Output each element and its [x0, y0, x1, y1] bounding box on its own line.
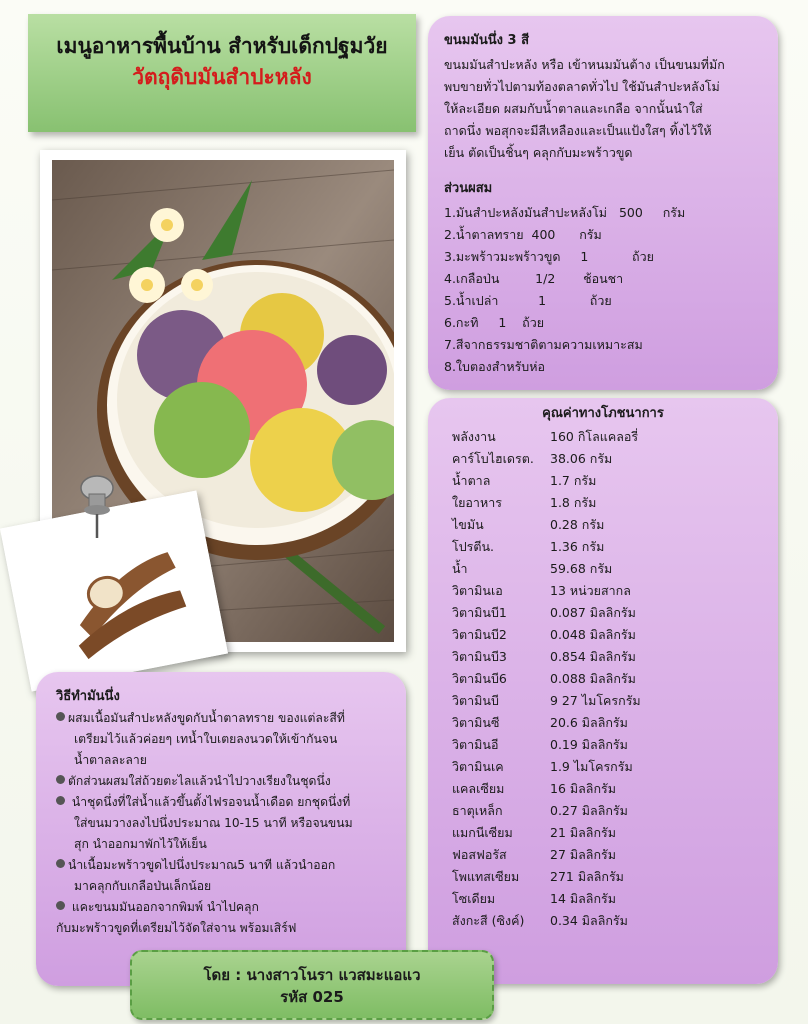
nutrition-row: [452, 756, 754, 778]
nutrient-name: ธาตุเหล็ก: [452, 803, 503, 818]
ingredient-item: 3.มะพร้าวมะพร้าวขูด 1 ถ้วย: [444, 249, 654, 264]
author-banner: [130, 950, 494, 1020]
author-id: รหัส 025: [280, 988, 344, 1006]
nutrition-row: [452, 426, 754, 448]
nutrition-row: [452, 470, 754, 492]
ingredient-item: 5.น้ำเปล่า 1 ถ้วย: [444, 293, 612, 308]
bullet-icon: [56, 859, 65, 868]
method-step: [56, 855, 392, 897]
method-step: [56, 897, 392, 939]
bullet-icon: [56, 901, 65, 910]
nutrient-name: วิตามินบี: [452, 693, 499, 708]
ingredient-item: 8.ใบตองสำหรับห่อ: [444, 359, 545, 374]
nutrition-row: [452, 492, 754, 514]
nutrition-row: [452, 536, 754, 558]
nutrient-value: 21 มิลลิกรัม: [550, 825, 616, 840]
nutrient-value: 13 หน่วยสากล: [550, 583, 631, 598]
title-banner: [28, 14, 416, 132]
nutrition-row: [452, 800, 754, 822]
method-step-text: มาคลุกกับเกลือป่นเล็กน้อย: [74, 879, 212, 893]
bullet-icon: [56, 796, 65, 805]
nutrition-row: [452, 602, 754, 624]
method-step-text: นำชุดนึ่งที่ใส่น้ำแล้วขึ้นตั้งไฟรอจนน้ำเดือด ยกชุดนึ่งที่: [68, 795, 351, 809]
nutrient-name: วิตามินอี: [452, 737, 499, 752]
description-line: ขนมมันสำปะหลัง หรือ เข้าหนมมันต้าง เป็นขนมที่มัก: [444, 57, 725, 72]
method-step: [56, 708, 392, 771]
nutrient-value: 38.06 กรัม: [550, 451, 613, 466]
nutrient-value: 16 มิลลิกรัม: [550, 781, 616, 796]
method-step-text: แคะขนมมันออกจากพิมพ์ นำไปคลุก: [68, 900, 259, 914]
description-panel: [428, 16, 778, 390]
nutrient-name: วิตามินบี3: [452, 649, 507, 664]
ingredients-list: [444, 202, 762, 378]
method-step-text: กับมะพร้าวขูดที่เตรียมไว้จัดใส่จาน พร้อมเสิร์ฟ: [56, 921, 297, 935]
nutrient-value: 0.087 มิลลิกรัม: [550, 605, 636, 620]
nutrient-name: วิตามินซี: [452, 715, 500, 730]
nutrient-value: 20.6 มิลลิกรัม: [550, 715, 628, 730]
method-step-text: ตักส่วนผสมใส่ถ้วยตะไลแล้วนำไปวางเรียงในชุดนึ่ง: [68, 774, 331, 788]
ingredient-item: 1.มันสำปะหลังมันสำปะหลังโม่ 500 กรัม: [444, 205, 686, 220]
nutrition-row: [452, 448, 754, 470]
pushpin-icon: [74, 474, 120, 540]
nutrition-row: [452, 580, 754, 602]
ingredients-heading: ส่วนผสม: [444, 181, 493, 196]
nutrient-name: สังกะสี (ซิงค์): [452, 913, 525, 928]
nutrition-row: [452, 514, 754, 536]
nutrition-row: [452, 646, 754, 668]
nutrient-value: 0.088 มิลลิกรัม: [550, 671, 636, 686]
dessert-name-heading: ขนมมันนึ่ง 3 สี: [444, 33, 530, 48]
method-step-text: น้ำตาลละลาย: [74, 753, 147, 767]
nutrient-name: คาร์โบไฮเดรต.: [452, 451, 534, 466]
method-step-text: ผสมเนื้อมันสำปะหลังขูดกับน้ำตาลทราย ของแต่ละสีที่: [68, 711, 345, 725]
method-heading: วิธีทำมันนึ่ง: [56, 689, 120, 704]
method-step-text: สุก นำออกมาพักไว้ให้เย็น: [74, 837, 207, 851]
description-line: พบขายทั่วไปตามท้องตลาดทั่วไป ใช้มันสำปะหลังโม่: [444, 79, 720, 94]
nutrient-value: 1.36 กรัม: [550, 539, 605, 554]
nutrient-value: 0.34 มิลลิกรัม: [550, 913, 628, 928]
bullet-icon: [56, 712, 65, 721]
nutrient-value: 1.8 กรัม: [550, 495, 597, 510]
nutrition-row: [452, 558, 754, 580]
nutrient-name: โพแทสเซียม: [452, 869, 520, 884]
nutrition-row: [452, 822, 754, 844]
nutrient-name: วิตามินบี1: [452, 605, 507, 620]
nutrient-name: ใยอาหาร: [452, 495, 502, 510]
method-step: [56, 792, 392, 855]
nutrient-name: วิตามินบี2: [452, 627, 507, 642]
nutrient-name: น้ำตาล: [452, 473, 491, 488]
method-step: [56, 771, 392, 792]
ingredient-item: 7.สีจากธรรมชาติตามความเหมาะสม: [444, 337, 643, 352]
nutrition-row: [452, 668, 754, 690]
ingredient-item: 4.เกลือป่น 1/2 ช้อนชา: [444, 271, 624, 286]
description-line: ให้ละเอียด ผสมกับน้ำตาลและเกลือ จากนั้นนำใส่: [444, 101, 703, 116]
nutrition-panel: [428, 398, 778, 984]
nutrient-name: วิตามินเค: [452, 759, 504, 774]
nutrient-name: แคลเซียม: [452, 781, 505, 796]
nutrient-value: 14 มิลลิกรัม: [550, 891, 616, 906]
nutrient-name: วิตามินบี6: [452, 671, 507, 686]
title-main: เมนูอาหารพื้นบ้าน สำหรับเด็กปฐมวัย: [56, 34, 388, 58]
nutrient-value: 27 มิลลิกรัม: [550, 847, 616, 862]
description-line: เย็น ตัดเป็นชิ้นๆ คลุกกับมะพร้าวขูด: [444, 145, 633, 160]
nutrient-value: 59.68 กรัม: [550, 561, 613, 576]
nutrition-heading: คุณค่าทางโภชนาการ: [542, 406, 664, 421]
nutrient-value: 0.854 มิลลิกรัม: [550, 649, 636, 664]
nutrition-row: [452, 624, 754, 646]
method-panel: [36, 672, 406, 986]
nutrient-name: โปรตีน.: [452, 539, 494, 554]
nutrient-value: 1.7 กรัม: [550, 473, 597, 488]
method-step-text: นำเนื้อมะพร้าวขูดไปนึ่งประมาณ5 นาที แล้วนำออก: [68, 858, 336, 872]
author-name: โดย : นางสาวโนรา แวสมะแอแว: [203, 966, 421, 984]
nutrient-name: แมกนีเซียม: [452, 825, 513, 840]
method-step-text: เตรียมไว้แล้วค่อยๆ เทน้ำใบเตยลงนวดให้เข้ากันจน: [74, 732, 338, 746]
nutrient-name: โซเดียม: [452, 891, 496, 906]
title-subtitle: วัตถุดิบมันสำปะหลัง: [132, 65, 312, 89]
nutrient-name: วิตามินเอ: [452, 583, 503, 598]
nutrient-name: ไขมัน: [452, 517, 484, 532]
ingredient-item: 2.น้ำตาลทราย 400 กรัม: [444, 227, 602, 242]
nutrition-row: [452, 910, 754, 932]
nutrient-name: น้ำ: [452, 561, 468, 576]
nutrient-name: ฟอสฟอรัส: [452, 847, 507, 862]
nutrient-value: 1.9 ไมโครกรัม: [550, 759, 633, 774]
nutrient-value: 0.19 มิลลิกรัม: [550, 737, 628, 752]
nutrient-value: 0.048 มิลลิกรัม: [550, 627, 636, 642]
nutrient-name: พลังงาน: [452, 429, 496, 444]
nutrition-row: [452, 888, 754, 910]
description-line: ถาดนึ่ง พอสุกจะมีสีเหลืองและเป็นแป้งใสๆ ทิ้งไว้ให้: [444, 123, 712, 138]
bullet-icon: [56, 775, 65, 784]
nutrient-value: 0.27 มิลลิกรัม: [550, 803, 628, 818]
nutrition-row: [452, 712, 754, 734]
dessert-description: [444, 54, 762, 164]
method-step-text: ใส่ขนมวางลงไปนึ่งประมาณ 10-15 นาที หรือจนขนม: [74, 816, 353, 830]
nutrition-row: [452, 844, 754, 866]
nutrient-value: 160 กิโลแคลอรี่: [550, 429, 639, 444]
nutrient-value: 271 มิลลิกรัม: [550, 869, 624, 884]
nutrition-row: [452, 690, 754, 712]
nutrition-row: [452, 866, 754, 888]
nutrient-value: 0.28 กรัม: [550, 517, 605, 532]
nutrient-value: 9 27 ไมโครกรัม: [550, 693, 641, 708]
ingredient-item: 6.กะทิ 1 ถ้วย: [444, 315, 545, 330]
nutrition-row: [452, 734, 754, 756]
nutrition-row: [452, 778, 754, 800]
